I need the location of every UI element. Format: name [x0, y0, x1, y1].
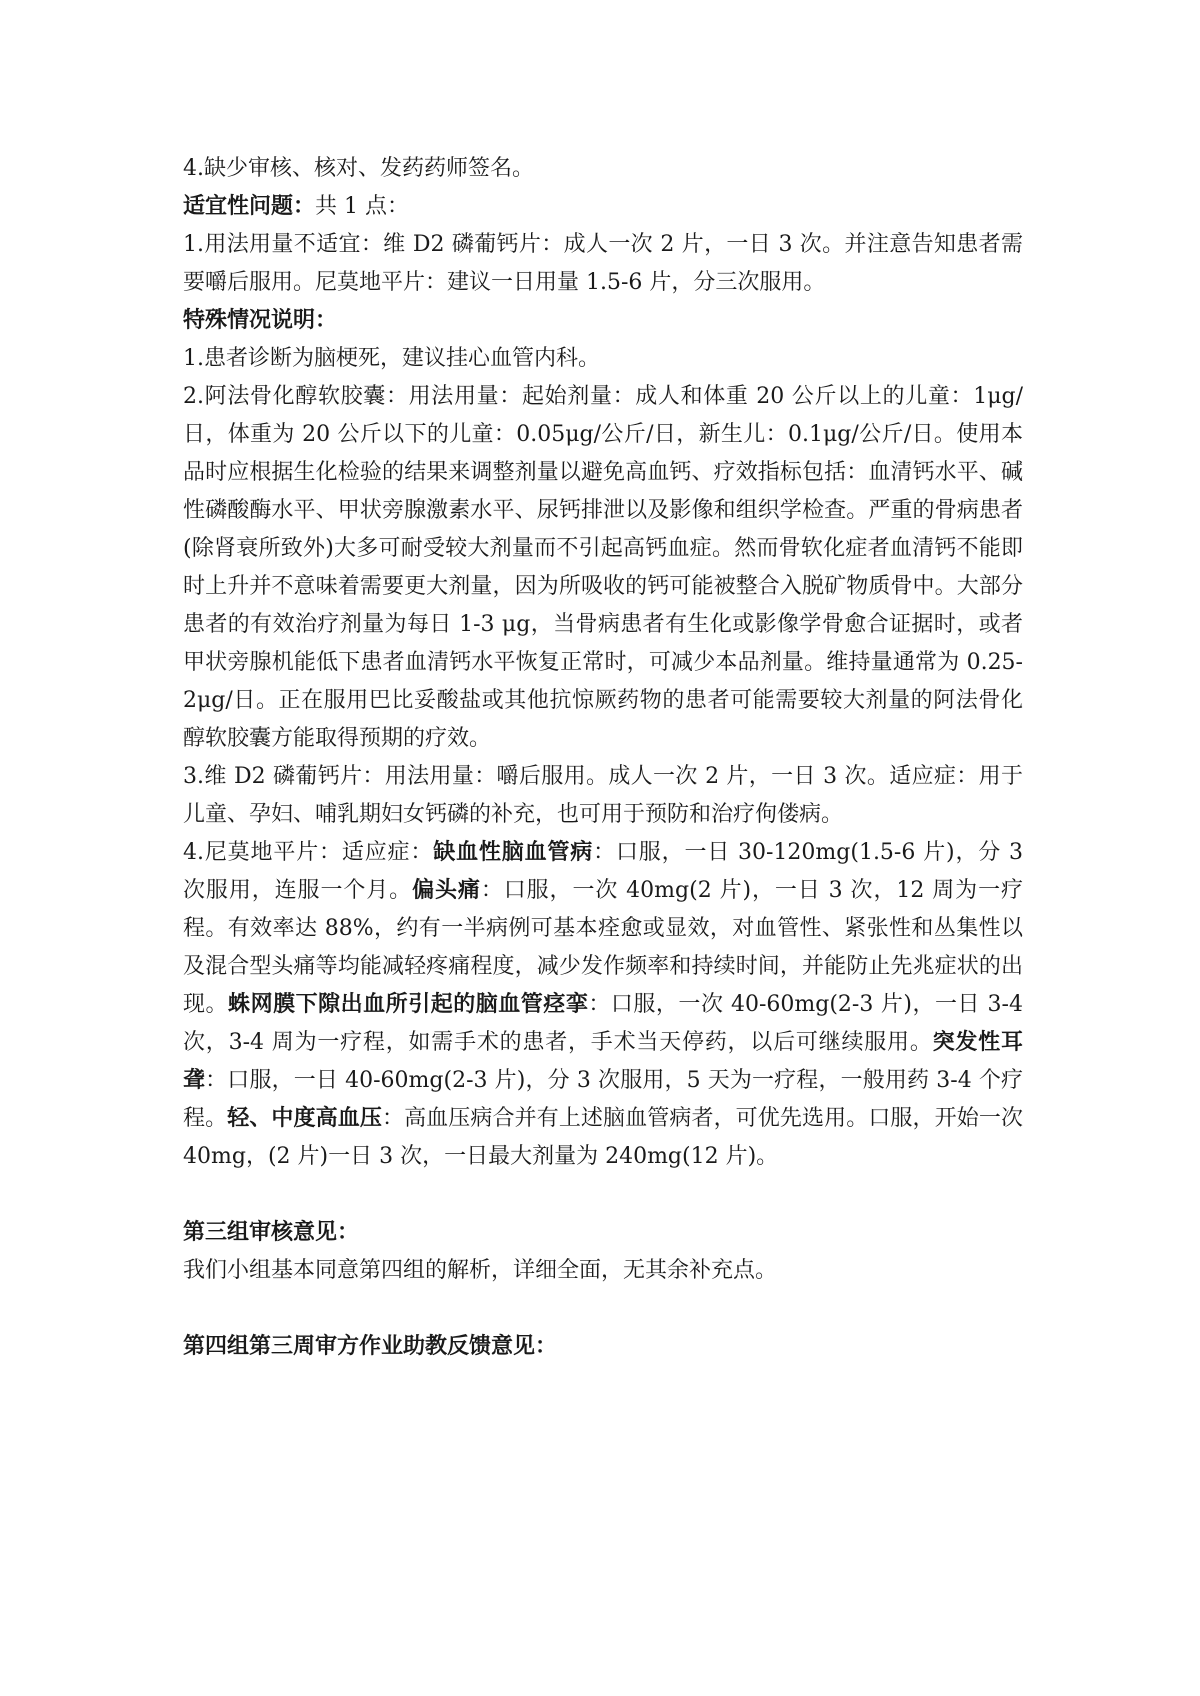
- spacer: [183, 1176, 1023, 1214]
- special-heading: 特殊情况说明：: [183, 308, 338, 333]
- item4-text-1: ：口服，一日 30-120mg(1.5-6 片)，分 3 次服用，连服一个月。: [183, 840, 1023, 903]
- suitability-heading: 适宜性问题：: [183, 194, 316, 219]
- item4-bold-3: 蛛网膜下隙出血所引起的脑血管痉挛: [228, 992, 589, 1017]
- missing-signature-item: 4.缺少审核、核对、发药药师签名。: [183, 156, 534, 181]
- document-page: [183, 150, 1023, 1366]
- group4-feedback-heading: 第四组第三周审方作业助教反馈意见：: [183, 1334, 558, 1359]
- special-item-2: 2.阿法骨化醇软胶囊：用法用量：起始剂量：成人和体重 20 公斤以上的儿童：1μg/日，体重为 20 公斤以下的儿童：0.05μg/公斤/日，新生儿：0.1μg/公斤/日。使用本品时应根据生化检验的结果来调整剂量以避免高血钙、疗效指标包括：血清钙水平、碱性磷酸酶水平、甲状旁腺激素水平、尿钙排泄以及影像和组织学检查。严重的骨病患者(除肾衰所致外)大多可耐受较大剂量而不引起高钙血症。然而骨软化症者血清钙不能即时上升并不意味着需要更大剂量，因为所吸收的钙可能被整合入脱矿物质骨中。大部分患者的有效治疗剂量为每日 1-3 μg，当骨病患者有生化或影像学骨愈合证据时，或者甲状旁腺机能低下患者血清钙水平恢复正常时，可减少本品剂量。维持量通常为 0.25-2μg/日。正在服用巴比妥酸盐或其他抗惊厥药物的患者可能需要较大剂量的阿法骨化醇软胶囊方能取得预期的疗效。: [183, 384, 1023, 751]
- group3-heading: 第三组审核意见：: [183, 1220, 360, 1245]
- suitability-heading-line: [183, 188, 1023, 226]
- item4-text-5: ：高血压病合并有上述脑血管病者，可优先选用。口服，开始一次 40mg，(2 片)一日 3 次，一日最大剂量为 240mg(12 片)。: [183, 1106, 1023, 1169]
- suitability-item-1: 1.用法用量不适宜：维 D2 磷葡钙片：成人一次 2 片，一日 3 次。并注意告知患者需要嚼后服用。尼莫地平片：建议一日用量 1.5-6 片，分三次服用。: [183, 232, 1023, 295]
- item4-text-2: ：口服，一次 40mg(2 片)，一日 3 次，12 周为一疗程。有效率达 88%，约有一半病例可基本痊愈或显效，对血管性、紧张性和丛集性以及混合型头痛等均能减轻疼痛程度，减少发作频率和持续时间，并能防止先兆症状的出现。: [183, 878, 1023, 1017]
- spacer: [183, 1290, 1023, 1328]
- special-item-4: [183, 834, 1023, 1176]
- item4-bold-5: 轻、中度高血压: [227, 1106, 382, 1131]
- item4-bold-2: 偏头痛: [412, 878, 481, 903]
- item4-prefix: 4.尼莫地平片：适应症：: [183, 840, 434, 865]
- group3-text: 我们小组基本同意第四组的解析，详细全面，无其余补充点。: [183, 1258, 778, 1283]
- item4-text-3: ：口服，一次 40-60mg(2-3 片)，一日 3-4 次，3-4 周为一疗程，如需手术的患者，手术当天停药，以后可继续服用。: [183, 992, 1023, 1055]
- item4-text-4: ：口服，一日 40-60mg(2-3 片)，分 3 次服用，5 天为一疗程，一般用药 3-4 个疗程。: [183, 1068, 1023, 1131]
- item4-bold-1: 缺血性脑血管病: [433, 840, 594, 865]
- suitability-count: 共 1 点：: [315, 194, 409, 219]
- item4-bold-4: 突发性耳聋: [183, 1030, 1023, 1093]
- special-item-3: 3.维 D2 磷葡钙片：用法用量：嚼后服用。成人一次 2 片，一日 3 次。适应症：用于儿童、孕妇、哺乳期妇女钙磷的补充，也可用于预防和治疗佝偻病。: [183, 764, 1023, 827]
- special-item-1: 1.患者诊断为脑梗死，建议挂心血管内科。: [183, 346, 600, 371]
